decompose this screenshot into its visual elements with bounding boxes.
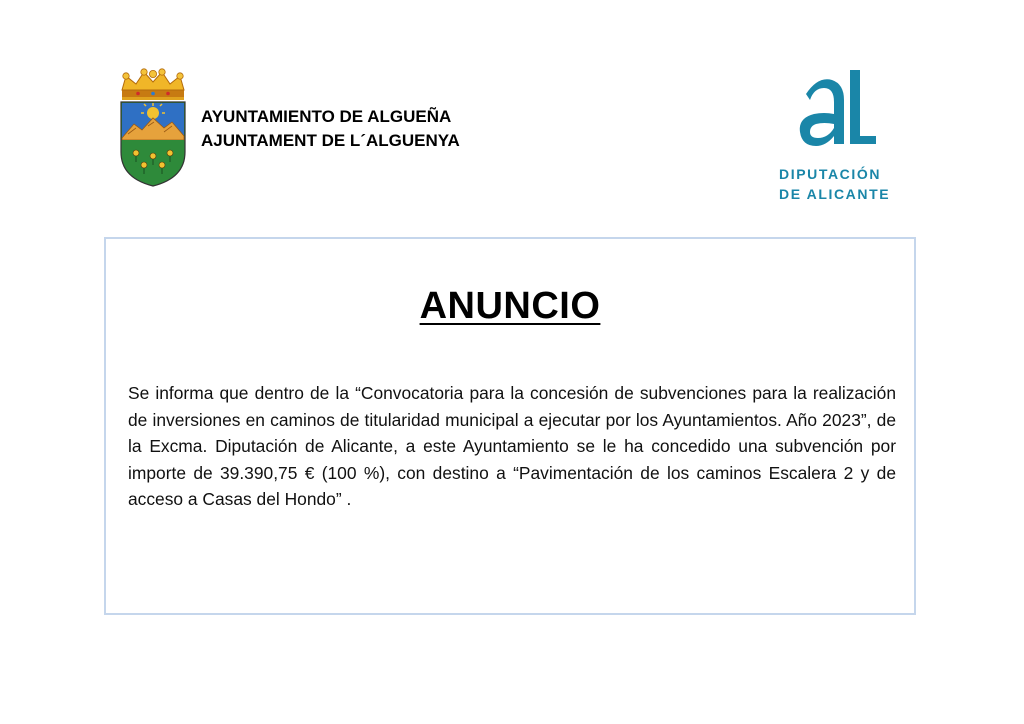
notice-box	[104, 237, 916, 615]
municipality-name-block	[201, 105, 460, 153]
municipality-name-valencian: AJUNTAMENT DE L´ALGUENYA	[201, 131, 460, 150]
diputacion-name-line-1: DIPUTACIÓN	[779, 166, 882, 182]
diputacion-name-block	[779, 164, 899, 204]
notice-body: Se informa que dentro de la “Convocatoria para la concesión de subvenciones para la realización de inversiones en caminos de titularidad municipal a ejecutar por los Ayuntamientos. Año 2023”, de la Excma. Diputación de Alicante, a este Ayuntamiento se le ha concedido una subvención por importe de 39.390,75 € (100 %), con destino a “Pavimentación de los caminos Escalera 2 y de acceso a Casas del Hondo” .	[128, 383, 896, 509]
diputacion-name-line-2: DE ALICANTE	[779, 186, 891, 202]
notice-title: ANUNCIO	[419, 285, 601, 327]
municipal-coat-of-arms-icon	[114, 68, 192, 188]
municipality-name-spanish: AYUNTAMIENTO DE ALGUEÑA	[201, 107, 452, 126]
diputacion-alicante-logo-icon	[796, 70, 878, 148]
